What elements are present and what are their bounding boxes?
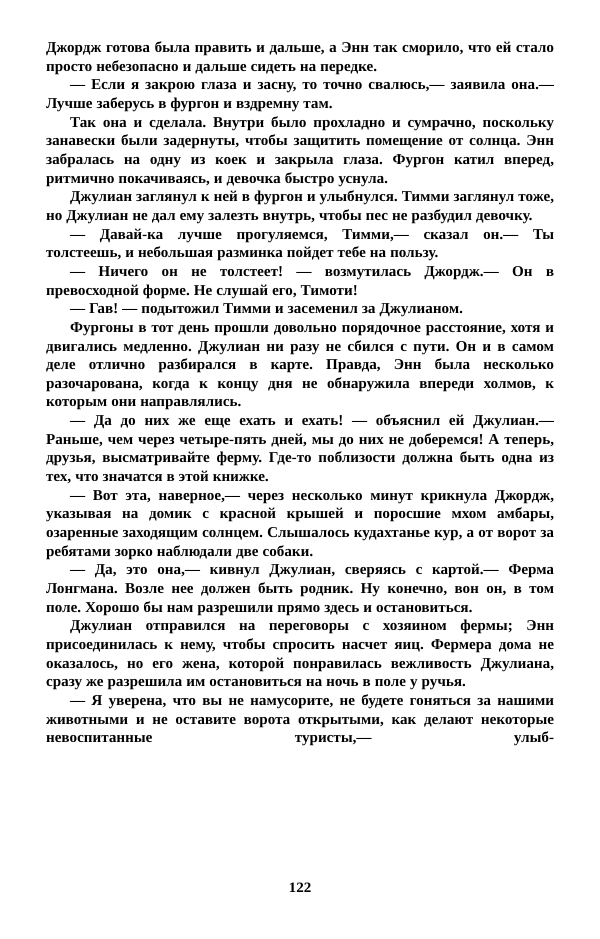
- paragraph-dialogue: — Да до них же еще ехать и ехать! — объяснил ей Джулиан.— Раньше, чем через четыре-пять дней, мы до них не доберемся! А теперь, друзья, высматривайте ферму. Где-то поблизости должна быть одна из тех, что значатся в этой книжке.: [46, 413, 554, 486]
- paragraph-dialogue-continued: — Я уверена, что вы не намусорите, не будете гоняться за нашими животными и не оставите ворота открытыми, как делают некоторые невоспитанные туристы,— улыб-: [46, 692, 554, 747]
- paragraph-narrative: Фургоны в тот день прошли довольно порядочное расстояние, хотя и двигались медленно. Джулиан ни разу не сбился с пути. Он и в самом деле отлично разбирался в карте. Правда, Энн была несколько разочарована, когда к концу дня не обнаружила впереди холмов, к которым они направлялись.: [46, 319, 554, 411]
- paragraph-narrative: Джулиан заглянул к ней в фургон и улыбнулся. Тимми заглянул тоже, но Джулиан не дал ему залезть внутрь, чтобы пес не разбудил девочку.: [46, 189, 554, 224]
- paragraph-dialogue: — Вот эта, наверное,— через несколько минут крикнула Джордж, указывая на домик с красной крышей и поросшие мхом амбары, озаренные заходящим солнцем. Слышалось кудахтанье кур, а от ворот за ребятами зорко наблюдали две собаки.: [46, 487, 554, 560]
- paragraph-continuation: Джордж готова была править и дальше, а Энн так сморило, что ей стало просто небезопасно и дальше сидеть на передке.: [46, 40, 554, 75]
- paragraph-dialogue: — Гав! — подытожил Тимми и засеменил за Джулианом.: [70, 301, 463, 318]
- page-number: 122: [288, 880, 312, 896]
- page-text-block: [46, 39, 554, 767]
- paragraph-narrative: Джулиан отправился на переговоры с хозяином фермы; Энн присоединилась к нему, чтобы спросить насчет яиц. Фермера дома не оказалось, но его жена, которой понравилась вежливость Джулиана, сразу же разрешила им остановиться на ночь в поле у ручья.: [46, 618, 554, 691]
- paragraph-narrative: Так она и сделала. Внутри было прохладно и сумрачно, поскольку занавески были задернуты, чтобы защитить помещение от солнца. Энн забралась на одну из коек и закрыла глаза. Фургон катил вперед, ритмично покачиваясь, и девочка быстро уснула.: [46, 114, 554, 187]
- paragraph-dialogue: — Ничего он не толстеет! — возмутилась Джордж.— Он в превосходной форме. Не слушай его, Тимоти!: [46, 263, 554, 299]
- paragraph-dialogue: — Да, это она,— кивнул Джулиан, сверяясь с картой.— Ферма Лонгмана. Возле нее должен быть родник. Ну конечно, вон он, в том поле. Хорошо бы нам разрешили прямо здесь и остановиться.: [46, 562, 554, 616]
- paragraph-dialogue: — Если я закрою глаза и засну, то точно свалюсь,— заявила она.— Лучше заберусь в фургон и вздремну там.: [46, 77, 554, 112]
- paragraph-dialogue: — Давай-ка лучше прогуляемся, Тимми,— сказал он.— Ты толстеешь, и небольшая разминка пойдет тебе на пользу.: [46, 226, 554, 262]
